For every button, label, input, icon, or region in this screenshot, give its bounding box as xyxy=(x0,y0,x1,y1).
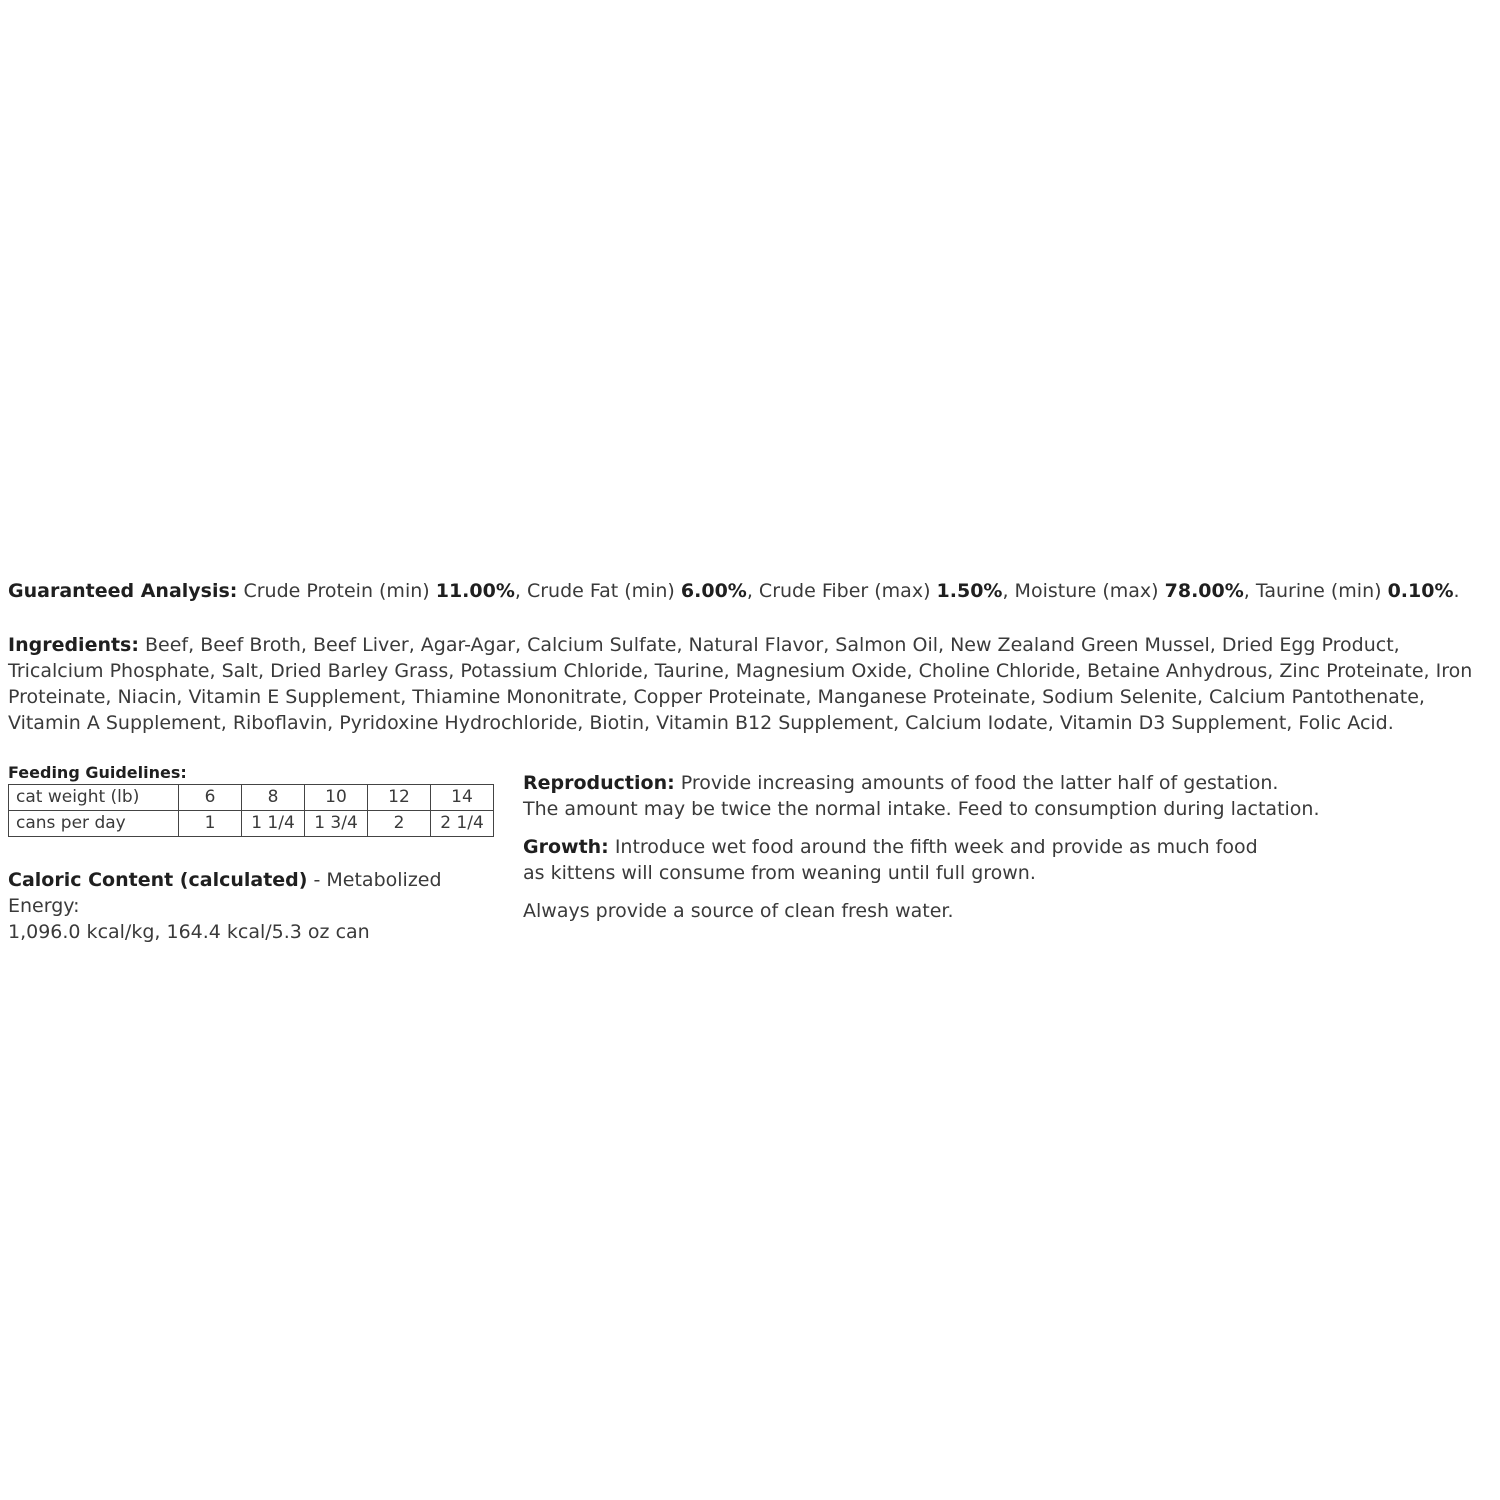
weight-cell: 10 xyxy=(305,785,368,811)
ingredients-label: Ingredients: xyxy=(8,634,139,656)
cans-cell: 2 1/4 xyxy=(431,811,494,837)
table-row xyxy=(9,785,494,811)
weight-cell: 6 xyxy=(179,785,242,811)
feeding-guidelines-title: Feeding Guidelines: xyxy=(8,763,187,782)
cans-cell: 1 1/4 xyxy=(242,811,305,837)
caloric-content xyxy=(8,867,508,945)
ingredients-text: Beef, Beef Broth, Beef Liver, Agar-Agar, Calcium Sulfate, Natural Flavor, Salmon Oil, New Zealand Green Mussel, Dried Egg Product, Tricalcium Phosphate, Salt, Dried Barley Grass, Potassium Chloride, Taurine, Magnesium Oxide, Choline Chloride, Betaine Anhydrous, Zinc Proteinate, Iron Proteinate, Niacin, Vitamin E Supplement, Thiamine Mononitrate, Copper Proteinate, Manganese Proteinate, Sodium Selenite, Calcium Pantothenate, Vitamin A Supplement, Riboflavin, Pyridoxine Hydrochloride, Biotin, Vitamin B12 Supplement, Calcium Iodate, Vitamin D3 Supplement, Folic Acid. xyxy=(8,634,1473,734)
caloric-line2: 1,096.0 kcal/kg, 164.4 kcal/5.3 oz can xyxy=(8,921,370,943)
ingredients xyxy=(8,632,1500,736)
ga-item-value: 11.00% xyxy=(435,580,515,602)
weight-cell: 12 xyxy=(368,785,431,811)
weight-cell: 8 xyxy=(242,785,305,811)
cans-cell: 1 3/4 xyxy=(305,811,368,837)
feeding-notes-column xyxy=(523,770,1343,936)
reproduction-note xyxy=(523,770,1343,822)
feeding-column xyxy=(8,764,508,945)
ga-item-name: Crude Fiber (max) xyxy=(758,580,931,602)
growth-note xyxy=(523,834,1343,886)
reproduction-line1: Provide increasing amounts of food the latter half of gestation. xyxy=(674,772,1279,794)
guaranteed-analysis: Guaranteed Analysis: Crude Protein (min) 11.00%, Crude Fat (min) 6.00%, Crude Fiber (max) 1.50%, Moisture (max) 78.00%, Taurine (min) 0.10%. xyxy=(8,580,1460,602)
caloric-label: Caloric Content (calculated) xyxy=(8,869,308,891)
ga-item-value: 6.00% xyxy=(680,580,747,602)
feeding-table xyxy=(8,784,494,837)
ga-item-value: 0.10% xyxy=(1387,580,1454,602)
water-note: Always provide a source of clean fresh water. xyxy=(523,900,954,922)
growth-label: Growth: xyxy=(523,836,609,858)
cans-cell: 2 xyxy=(368,811,431,837)
reproduction-line2: The amount may be twice the normal intake. Feed to consumption during lactation. xyxy=(523,798,1320,820)
ga-item-value: 1.50% xyxy=(936,580,1003,602)
reproduction-label: Reproduction: xyxy=(523,772,675,794)
ga-item-name: Crude Fat (min) xyxy=(526,580,675,602)
row-header-weight: cat weight (lb) xyxy=(9,785,179,811)
cans-cell: 1 xyxy=(179,811,242,837)
table-row xyxy=(9,811,494,837)
guaranteed-analysis-label: Guaranteed Analysis: xyxy=(8,580,238,602)
growth-line2: as kittens will consume from weaning until full grown. xyxy=(523,862,1036,884)
ga-item-name: Moisture (max) xyxy=(1014,580,1159,602)
caloric-line1: - Metabolized Energy: xyxy=(8,869,442,917)
weight-cell: 14 xyxy=(431,785,494,811)
ga-item-name: Crude Protein (min) xyxy=(243,580,430,602)
ga-item-name: Taurine (min) xyxy=(1255,580,1382,602)
growth-line1: Introduce wet food around the fifth week and provide as much food xyxy=(608,836,1258,858)
row-header-cans: cans per day xyxy=(9,811,179,837)
ga-item-value: 78.00% xyxy=(1164,580,1244,602)
